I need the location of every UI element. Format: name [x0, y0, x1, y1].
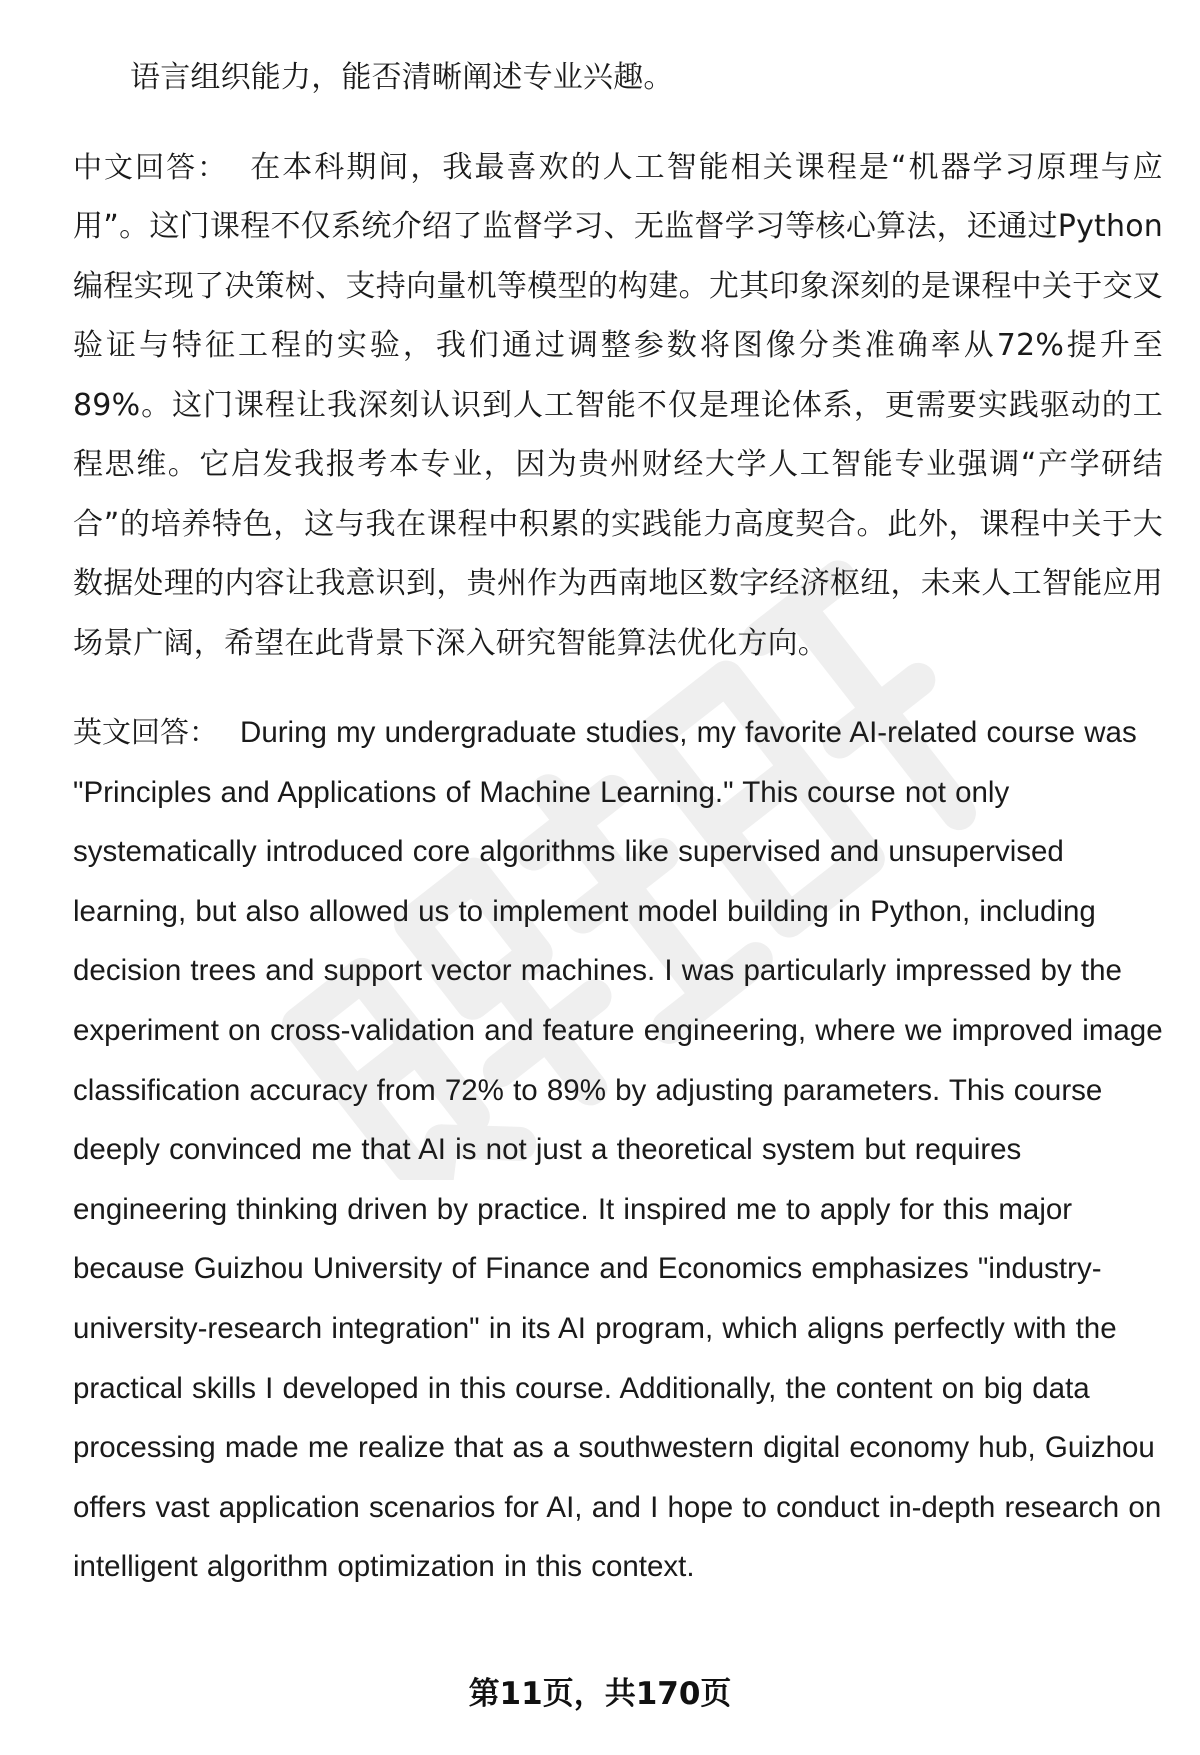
intro-line: 语言组织能力，能否清晰阐述专业兴趣。: [130, 60, 674, 95]
english-answer-label: 英文回答：: [73, 715, 219, 749]
chinese-answer-text: 在本科期间，我最喜欢的人工智能相关课程是“机器学习原理与应用”。这门课程不仅系统介绍了监督学习、无监督学习等核心算法，还通过Python编程实现了决策树、支持向量机等模型的构建。尤其印象深刻的是课程中关于交叉验证与特征工程的实验，我们通过调整参数将图像分类准确率从72%提升至89%。这门课程让我深刻认识到人工智能不仅是理论体系，更需要实践驱动的工程思维。它启发我报考本专业，因为贵州财经大学人工智能专业强调“产学研结合”的培养特色，这与我在课程中积累的实践能力高度契合。此外，课程中关于大数据处理的内容让我意识到，贵州作为西南地区数字经济枢纽，未来人工智能应用场景广阔，希望在此背景下深入研究智能算法优化方向。: [73, 149, 1163, 661]
english-answer: [73, 703, 1163, 1597]
english-answer-text: During my undergraduate studies, my favorite AI-related course was "Principles and Applications of Machine Learning." This course not only systematically introduced core algorithms like supervised and unsupervised learning, but also allowed us to implement model building in Python, including decision trees and support vector machines. I was particularly impressed by the experiment on cross-validation and feature engineering, where we improved image classification accuracy from 72% to 89% by adjusting parameters. This course deeply convinced me that AI is not just a theoretical system but requires engineering thinking driven by practice. It inspired me to apply for this major because Guizhou University of Finance and Economics emphasizes "industry-university-research integration" in its AI program, which aligns perfectly with the practical skills I developed in this course. Additionally, the content on big data processing made me realize that as a southwestern digital economy hub, Guizhou offers vast application scenarios for AI, and I hope to conduct in-depth research on intelligent algorithm optimization in this context.: [73, 716, 1163, 1584]
page-number-footer: 第11页，共170页: [468, 1676, 732, 1712]
chinese-answer-label: 中文回答：: [73, 149, 229, 184]
chinese-answer: [73, 138, 1163, 674]
page-content: [73, 48, 1163, 1597]
